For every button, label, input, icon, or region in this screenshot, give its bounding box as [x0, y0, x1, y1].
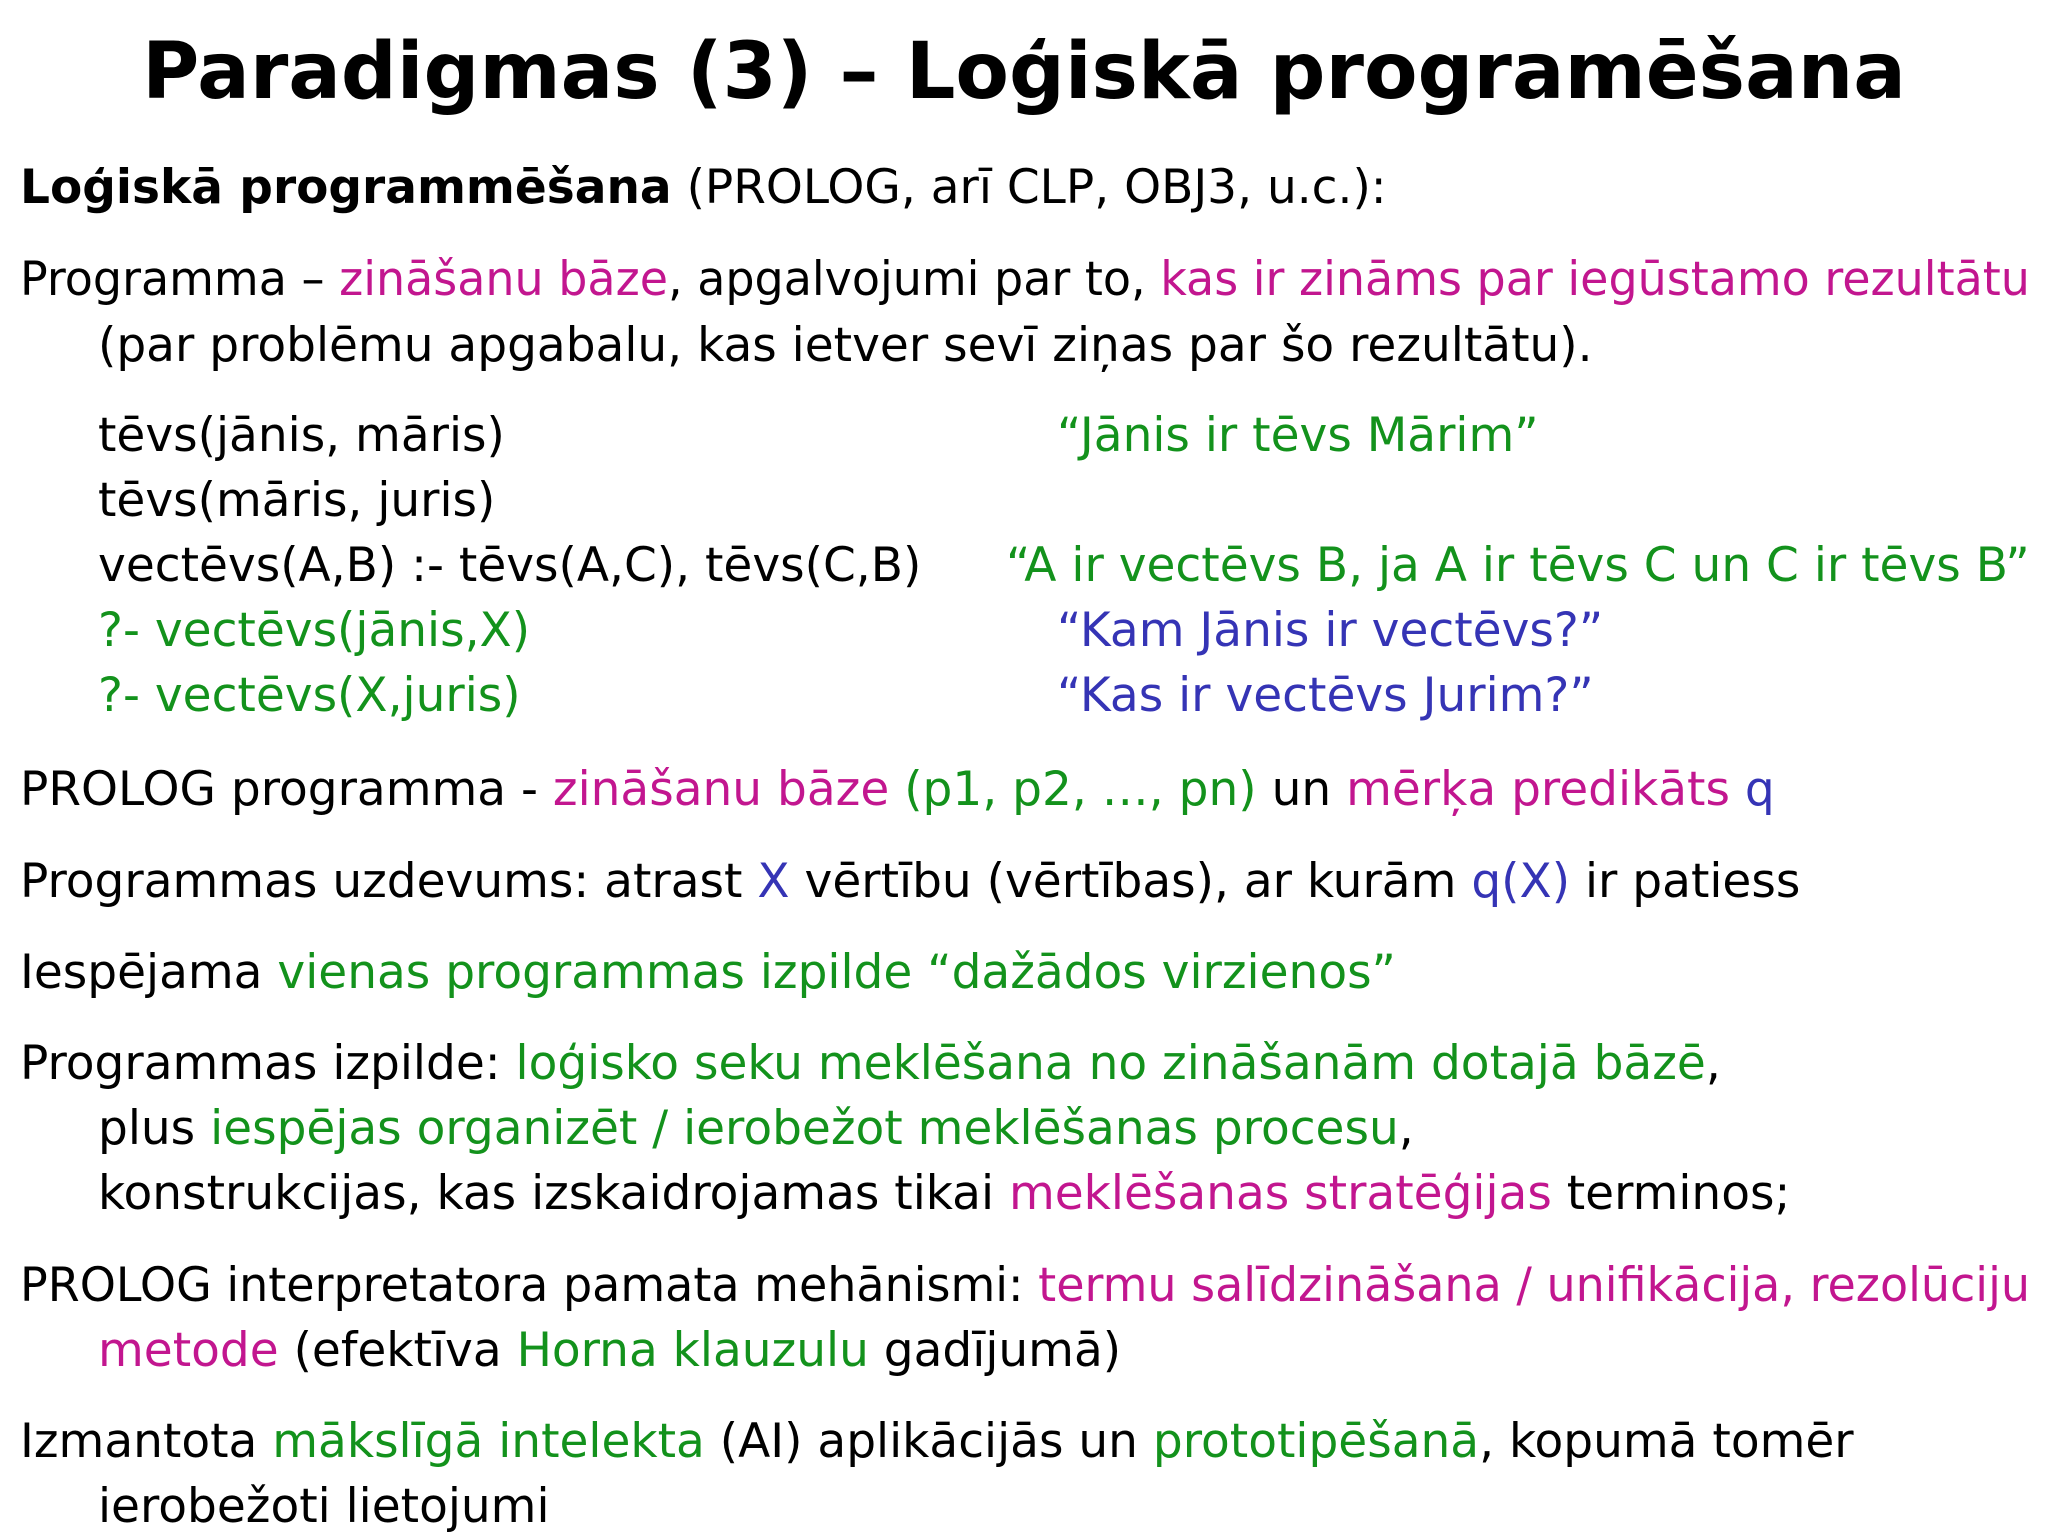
code-rule: vectēvs(A,B) :- tēvs(A,C), tēvs(C,B) — [98, 538, 922, 593]
text-span: Iespējama — [20, 945, 278, 1000]
intro-rest: (PROLOG, arī CLP, OBJ3, u.c.): — [671, 160, 1387, 215]
text-span: Programmas izpilde: — [20, 1036, 516, 1091]
highlight-prototyping: prototipēšanā — [1152, 1414, 1480, 1469]
intro-line — [20, 156, 1387, 220]
highlight-unification: termu salīdzināšana / unifikācija, rezolūciju — [1038, 1258, 2030, 1313]
text-span: (AI) aplikācijās un — [704, 1414, 1153, 1469]
execution-line1 — [20, 1032, 1721, 1096]
code-comment-rule: “A ir vectēvs B, ja A ir tēvs C un C ir tēvs B” — [1006, 538, 2030, 593]
program-definition-line2: (par problēmu apgabalu, kas ietver sevī ziņas par šo rezultātu). — [98, 318, 1593, 373]
text-span: vērtību (vērtības), ar kurām — [789, 854, 1472, 909]
highlight-q: q — [1744, 762, 1775, 817]
highlight-known-result: kas ir zināms par iegūstamo rezultātu — [1160, 252, 2030, 307]
execution-line2 — [98, 1097, 1414, 1161]
code-comment-1: “Jānis ir tēvs Mārim” — [1057, 408, 1539, 463]
text-span: PROLOG interpretatora pamata mehānismi: — [20, 1258, 1039, 1313]
text-span: Izmantota — [20, 1414, 273, 1469]
execution-line3 — [98, 1162, 1790, 1226]
intro-term: Loģiskā programmēšana — [20, 160, 672, 215]
code-comment-query-1: “Kam Jānis ir vectēvs?” — [1057, 603, 1604, 658]
text-span: gadījumā) — [868, 1323, 1122, 1378]
directions-line — [20, 941, 1396, 1005]
highlight-horn-clauses: Horna klauzulu — [516, 1323, 869, 1378]
text-span: , — [1398, 1101, 1414, 1156]
highlight-search-control: iespējas organizēt / ierobežot meklēšanas procesu — [210, 1101, 1399, 1156]
text-span: Programmas uzdevums: atrast — [20, 854, 758, 909]
text-span: terminos; — [1551, 1166, 1791, 1221]
program-definition-line1 — [20, 248, 2030, 312]
highlight-inference: loģisko seku meklēšana no zināšanām dotajā bāzē — [515, 1036, 1706, 1091]
usage-line1 — [20, 1410, 1854, 1474]
highlight-knowledge-base: zināšanu bāze — [552, 762, 905, 817]
highlight-x: X — [757, 854, 790, 909]
mechanisms-line2 — [98, 1319, 1121, 1383]
text-span: , kopumā tomēr — [1479, 1414, 1854, 1469]
text-span: (efektīva — [278, 1323, 517, 1378]
mechanisms-line1 — [20, 1254, 2030, 1318]
text-span: konstrukcijas, kas izskaidrojamas tikai — [98, 1166, 1009, 1221]
text-span: ir patiess — [1570, 854, 1801, 909]
slide-title: Paradigmas (3) – Loģiskā programēšana — [142, 27, 1906, 117]
highlight-qx: q(X) — [1471, 854, 1571, 909]
code-fact-2: tēvs(māris, juris) — [98, 473, 496, 528]
highlight-method: metode — [98, 1323, 279, 1378]
text-span: , — [1705, 1036, 1721, 1091]
prolog-program-line — [20, 758, 1775, 822]
highlight-directions: vienas programmas izpilde “dažādos virzienos” — [277, 945, 1396, 1000]
highlight-goal-predicate: mērķa predikāts — [1346, 762, 1745, 817]
text-span: un — [1256, 762, 1347, 817]
usage-line2: ierobežoti lietojumi — [98, 1479, 550, 1534]
code-comment-query-2: “Kas ir vectēvs Jurim?” — [1057, 668, 1594, 723]
highlight-ai: mākslīgā intelekta — [272, 1414, 705, 1469]
code-query-1: ?- vectēvs(jānis,X) — [98, 603, 531, 658]
highlight-knowledge-base: zināšanu bāze — [339, 252, 668, 307]
highlight-search-strategy: meklēšanas stratēģijas — [1008, 1166, 1552, 1221]
highlight-clauses: (p1, p2, …, pn) — [904, 762, 1257, 817]
code-fact-1: tēvs(jānis, māris) — [98, 408, 505, 463]
text-span: plus — [98, 1101, 211, 1156]
code-query-2: ?- vectēvs(X,juris) — [98, 668, 521, 723]
text-span: PROLOG programma - — [20, 762, 553, 817]
text-span: Programma – — [20, 252, 340, 307]
program-task-line — [20, 850, 1800, 914]
text-span: , apgalvojumi par to, — [667, 252, 1161, 307]
